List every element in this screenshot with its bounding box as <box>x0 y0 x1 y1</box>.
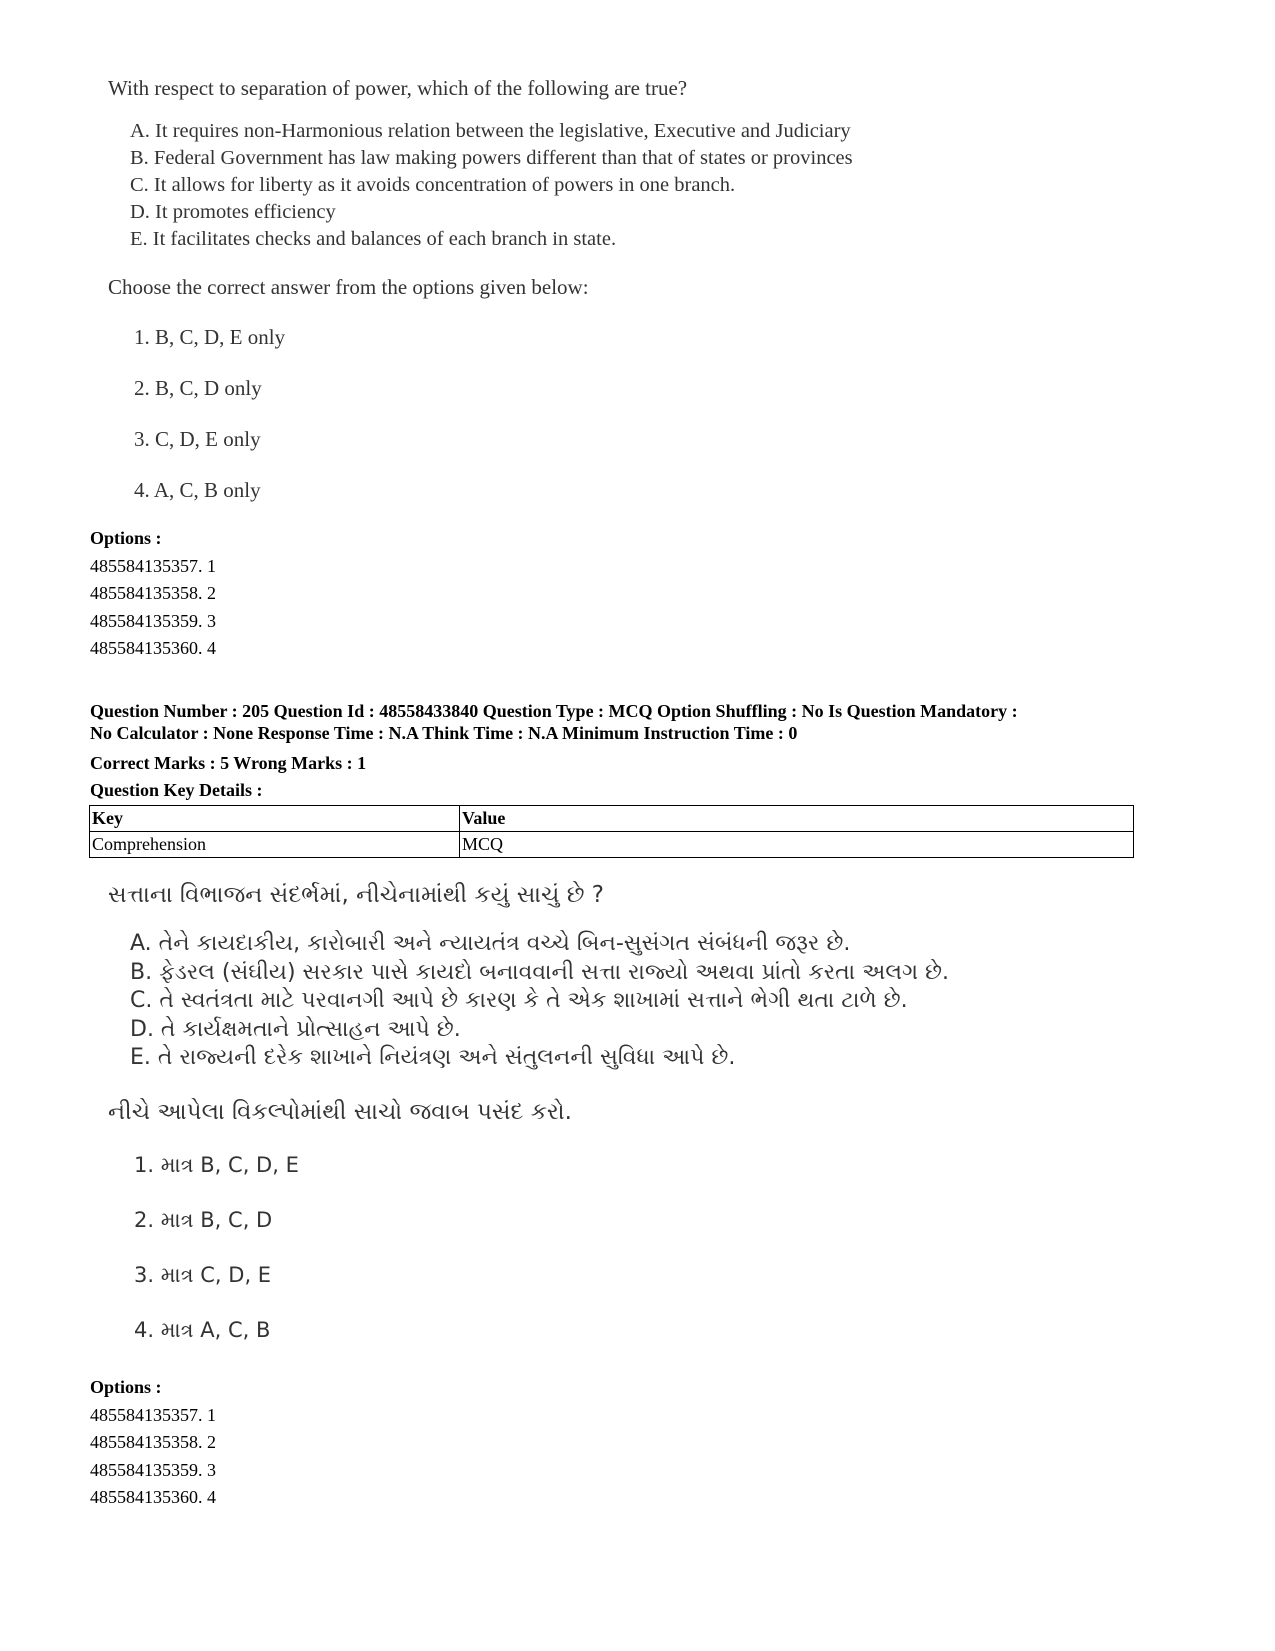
statement-e: E. તે રાજ્યની દરેક શાખાને નિયંત્રણ અને સંતુલનની સુવિધા આપે છે. <box>130 1045 736 1070</box>
column-header: Value <box>460 806 1134 832</box>
question-meta-line-1: Question Number : 205 Question Id : 48558433840 Question Type : MCQ Option Shuffling : No Is Question Mandatory : <box>90 701 1018 721</box>
statement-list <box>130 118 853 253</box>
key-details-label: Question Key Details : <box>90 780 263 800</box>
table-header-row <box>90 806 1134 832</box>
option-id: 485584135357. 1 <box>90 1404 216 1425</box>
answer-choice-4: 4. માત્ર A, C, B <box>134 1317 271 1342</box>
option-id: 485584135359. 3 <box>90 1459 216 1480</box>
statement-c: C. તે સ્વતંત્રતા માટે પરવાનગી આપે છે કારણ કે તે એક શાખામાં સત્તાને ભેગી થતા ટાળે છે. <box>130 988 908 1013</box>
option-id: 485584135358. 2 <box>90 583 216 603</box>
options-block <box>90 525 216 663</box>
statement-e: E. It facilitates checks and balances of each branch in state. <box>130 228 617 250</box>
statement-b: B. ફેડરલ (સંઘીય) સરકાર પાસે કાયદો બનાવવાની સત્તા રાજ્યો અથવા પ્રાંતો કરતા અલગ છે. <box>130 959 950 985</box>
question-english <box>108 74 853 525</box>
table-cell: MCQ <box>460 832 1134 858</box>
question-stem: With respect to separation of power, which of the following are true? <box>108 76 688 100</box>
answer-choice-3: 3. માત્ર C, D, E <box>134 1262 272 1287</box>
question-meta-line-2: No Calculator : None Response Time : N.A Think Time : N.A Minimum Instruction Time : 0 <box>90 723 798 743</box>
statement-a: A. તેને કાયદાકીય, કારોબારી અને ન્યાયતંત્ર વચ્ચે બિન-સુસંગત સંબંધની જરૂર છે. <box>130 931 851 956</box>
options-label: Options : <box>90 528 162 548</box>
option-id: 485584135359. 3 <box>90 610 216 631</box>
answer-choice-3: 3. C, D, E only <box>134 427 261 451</box>
table-cell: Comprehension <box>90 832 460 858</box>
choose-instruction: નીચે આપેલા વિકલ્પોમાંથી સાચો જવાબ પસંદ કરો. <box>108 1098 572 1125</box>
statement-d: D. તે કાર્યક્ષમતાને પ્રોત્સાહન આપે છે. <box>130 1016 461 1042</box>
answer-choice-1: 1. B, C, D, E only <box>134 325 286 349</box>
answer-choice-2: 2. માત્ર B, C, D <box>134 1207 273 1232</box>
question-header <box>90 700 1140 804</box>
options-block <box>90 1374 216 1512</box>
statement-a: A. It requires non-Harmonious relation between the legislative, Executive and Judiciary <box>130 120 851 142</box>
answer-choice-4: 4. A, C, B only <box>134 478 261 502</box>
option-id: 485584135360. 4 <box>90 1487 216 1507</box>
option-id: 485584135358. 2 <box>90 1432 216 1452</box>
marks-line: Correct Marks : 5 Wrong Marks : 1 <box>90 753 367 773</box>
question-gujarati <box>108 880 949 1369</box>
answer-choice-1: 1. માત્ર B, C, D, E <box>134 1152 299 1177</box>
table-row <box>90 832 1134 858</box>
choose-instruction: Choose the correct answer from the options given below: <box>108 275 589 299</box>
column-header: Key <box>90 806 460 832</box>
statement-c: C. It allows for liberty as it avoids concentration of powers in one branch. <box>130 174 736 196</box>
question-stem: સત્તાના વિભાજન સંદર્ભમાં, નીચેનામાંથી કયું સાચું છે ? <box>108 882 605 908</box>
key-details-table <box>89 805 1134 858</box>
option-id: 485584135357. 1 <box>90 555 216 576</box>
answer-choice-2: 2. B, C, D only <box>134 376 262 400</box>
option-id: 485584135360. 4 <box>90 638 216 658</box>
statement-list <box>130 930 949 1073</box>
statement-b: B. Federal Government has law making powers different than that of states or provinces <box>130 147 853 169</box>
statement-d: D. It promotes efficiency <box>130 201 336 223</box>
options-label: Options : <box>90 1377 162 1397</box>
